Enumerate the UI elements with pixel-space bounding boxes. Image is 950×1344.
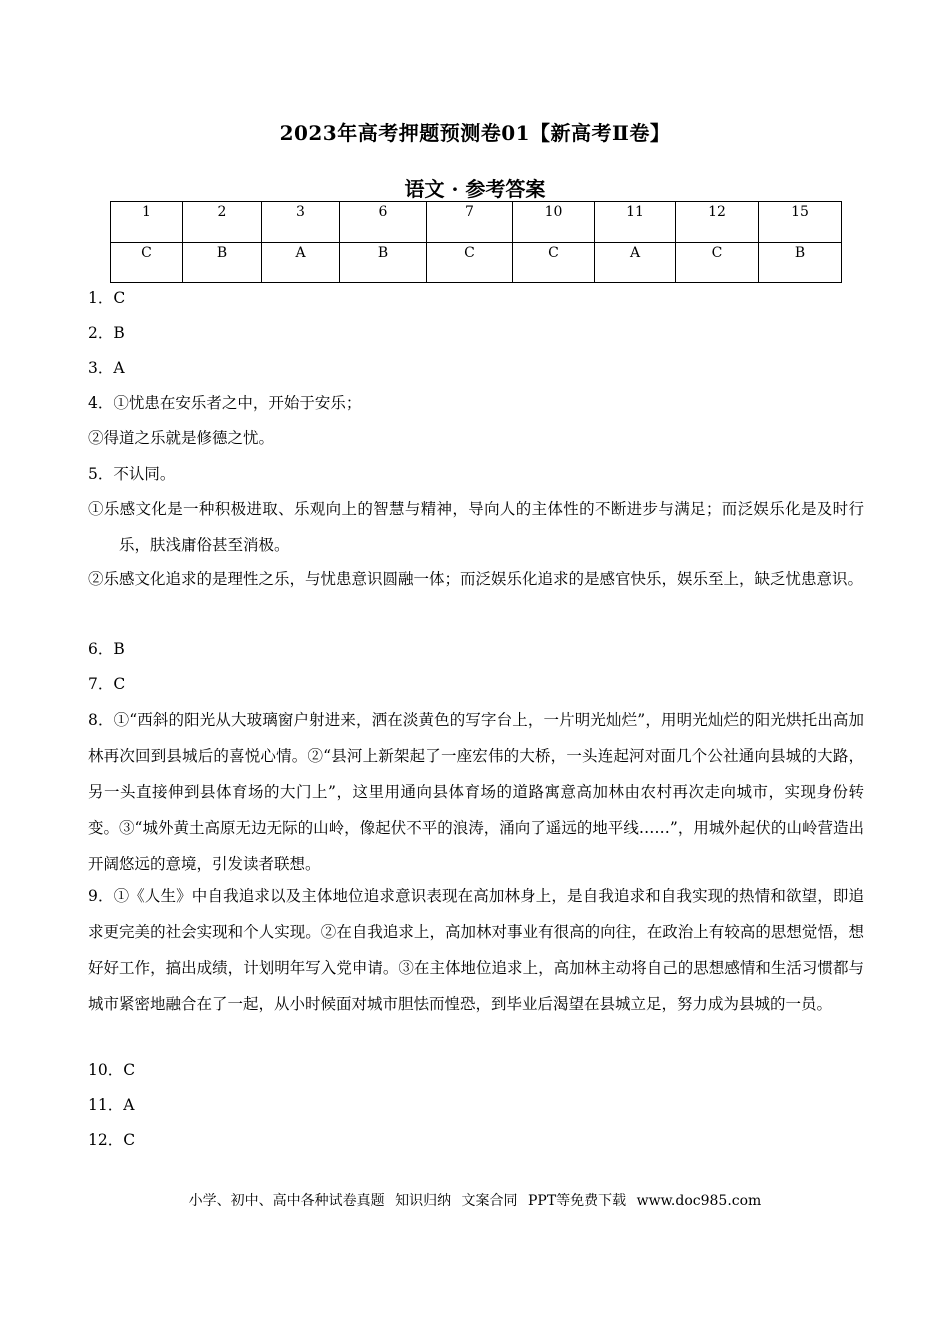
question-number-cell: 11 — [595, 202, 676, 243]
answer-table — [110, 201, 842, 283]
answer-11: 11．A — [88, 1096, 135, 1114]
answer-7: 7．C — [88, 675, 126, 693]
answer-cell: B — [340, 243, 427, 283]
question-number-cell: 6 — [340, 202, 427, 243]
question-number-row — [111, 202, 842, 243]
answer-5-point-1: ①乐感文化是一种积极进取、乐观向上的智慧与精神，导向人的主体性的不断进步与满足；而泛娱乐化是及时行乐，肤浅庸俗甚至消极。 — [88, 500, 864, 554]
answer-8: 8．①“西斜的阳光从大玻璃窗户射进来，洒在淡黄色的写字台上，一片明光灿烂”，用明光灿烂的阳光烘托出高加林再次回到县城后的喜悦心情。②“县河上新架起了一座宏伟的大桥，一头连起河对面几个公社通向县城的大路，另一头直接伸到县体育场的大门上”，这里用通向县体育场的道路寓意高加林由农村再次走向城市，实现身份转变。③“城外黄土高原无边无际的山岭，像起伏不平的浪涛，涌向了遥远的地平线……”，用城外起伏的山岭营造出开阔悠远的意境，引发读者联想。 — [88, 711, 864, 873]
answer-12: 12．C — [88, 1131, 136, 1149]
answer-1: 1．C — [88, 289, 126, 307]
answer-cell: C — [111, 243, 183, 283]
answer-cell: C — [513, 243, 595, 283]
answer-6: 6．B — [88, 640, 125, 658]
answer-4-point-2: ②得道之乐就是修德之忧。 — [88, 429, 275, 447]
answer-cell: B — [759, 243, 842, 283]
document-subtitle: 语文 · 参考答案 — [404, 177, 546, 201]
answer-5-stance: 5．不认同。 — [88, 465, 176, 483]
question-number-cell: 10 — [513, 202, 595, 243]
answer-4-point-1: 4．①忧患在安乐者之中，开始于安乐； — [88, 394, 362, 412]
question-number-cell: 12 — [676, 202, 759, 243]
question-number-cell: 3 — [262, 202, 340, 243]
question-number-cell: 1 — [111, 202, 183, 243]
answer-cell: A — [595, 243, 676, 283]
answer-9: 9．①《人生》中自我追求以及主体地位追求意识表现在高加林身上，是自我追求和自我实现的热情和欲望，即追求更完美的社会实现和个人实现。②在自我追求上，高加林对事业有很高的向往，在政治上有较高的思想觉悟，想好好工作，搞出成绩，计划明年写入党申请。③在主体地位追求上，高加林主动将自己的思想感情和生活习惯都与城市紧密地融合在了一起，从小时候面对城市胆怯而惶恐，到毕业后渴望在县城立足，努力成为县城的一员。 — [88, 887, 864, 1013]
answer-2: 2．B — [88, 324, 125, 342]
answer-5-point-2: ②乐感文化追求的是理性之乐，与忧患意识圆融一体；而泛娱乐化追求的是感官快乐，娱乐至上，缺乏忧患意识。 — [88, 570, 864, 588]
answer-cell: B — [183, 243, 262, 283]
answer-cell: C — [676, 243, 759, 283]
question-number-cell: 7 — [427, 202, 513, 243]
answer-row — [111, 243, 842, 283]
answer-cell: C — [427, 243, 513, 283]
answer-3: 3．A — [88, 359, 125, 377]
answer-10: 10．C — [88, 1061, 136, 1079]
page-footer: 小学、初中、高中各种试卷真题 知识归纳 文案合同 PPT等免费下载 www.doc985.com — [188, 1193, 762, 1209]
question-number-cell: 2 — [183, 202, 262, 243]
question-number-cell: 15 — [759, 202, 842, 243]
answer-cell: A — [262, 243, 340, 283]
document-title: 2023年高考押题预测卷01【新高考Ⅱ卷】 — [279, 121, 671, 145]
